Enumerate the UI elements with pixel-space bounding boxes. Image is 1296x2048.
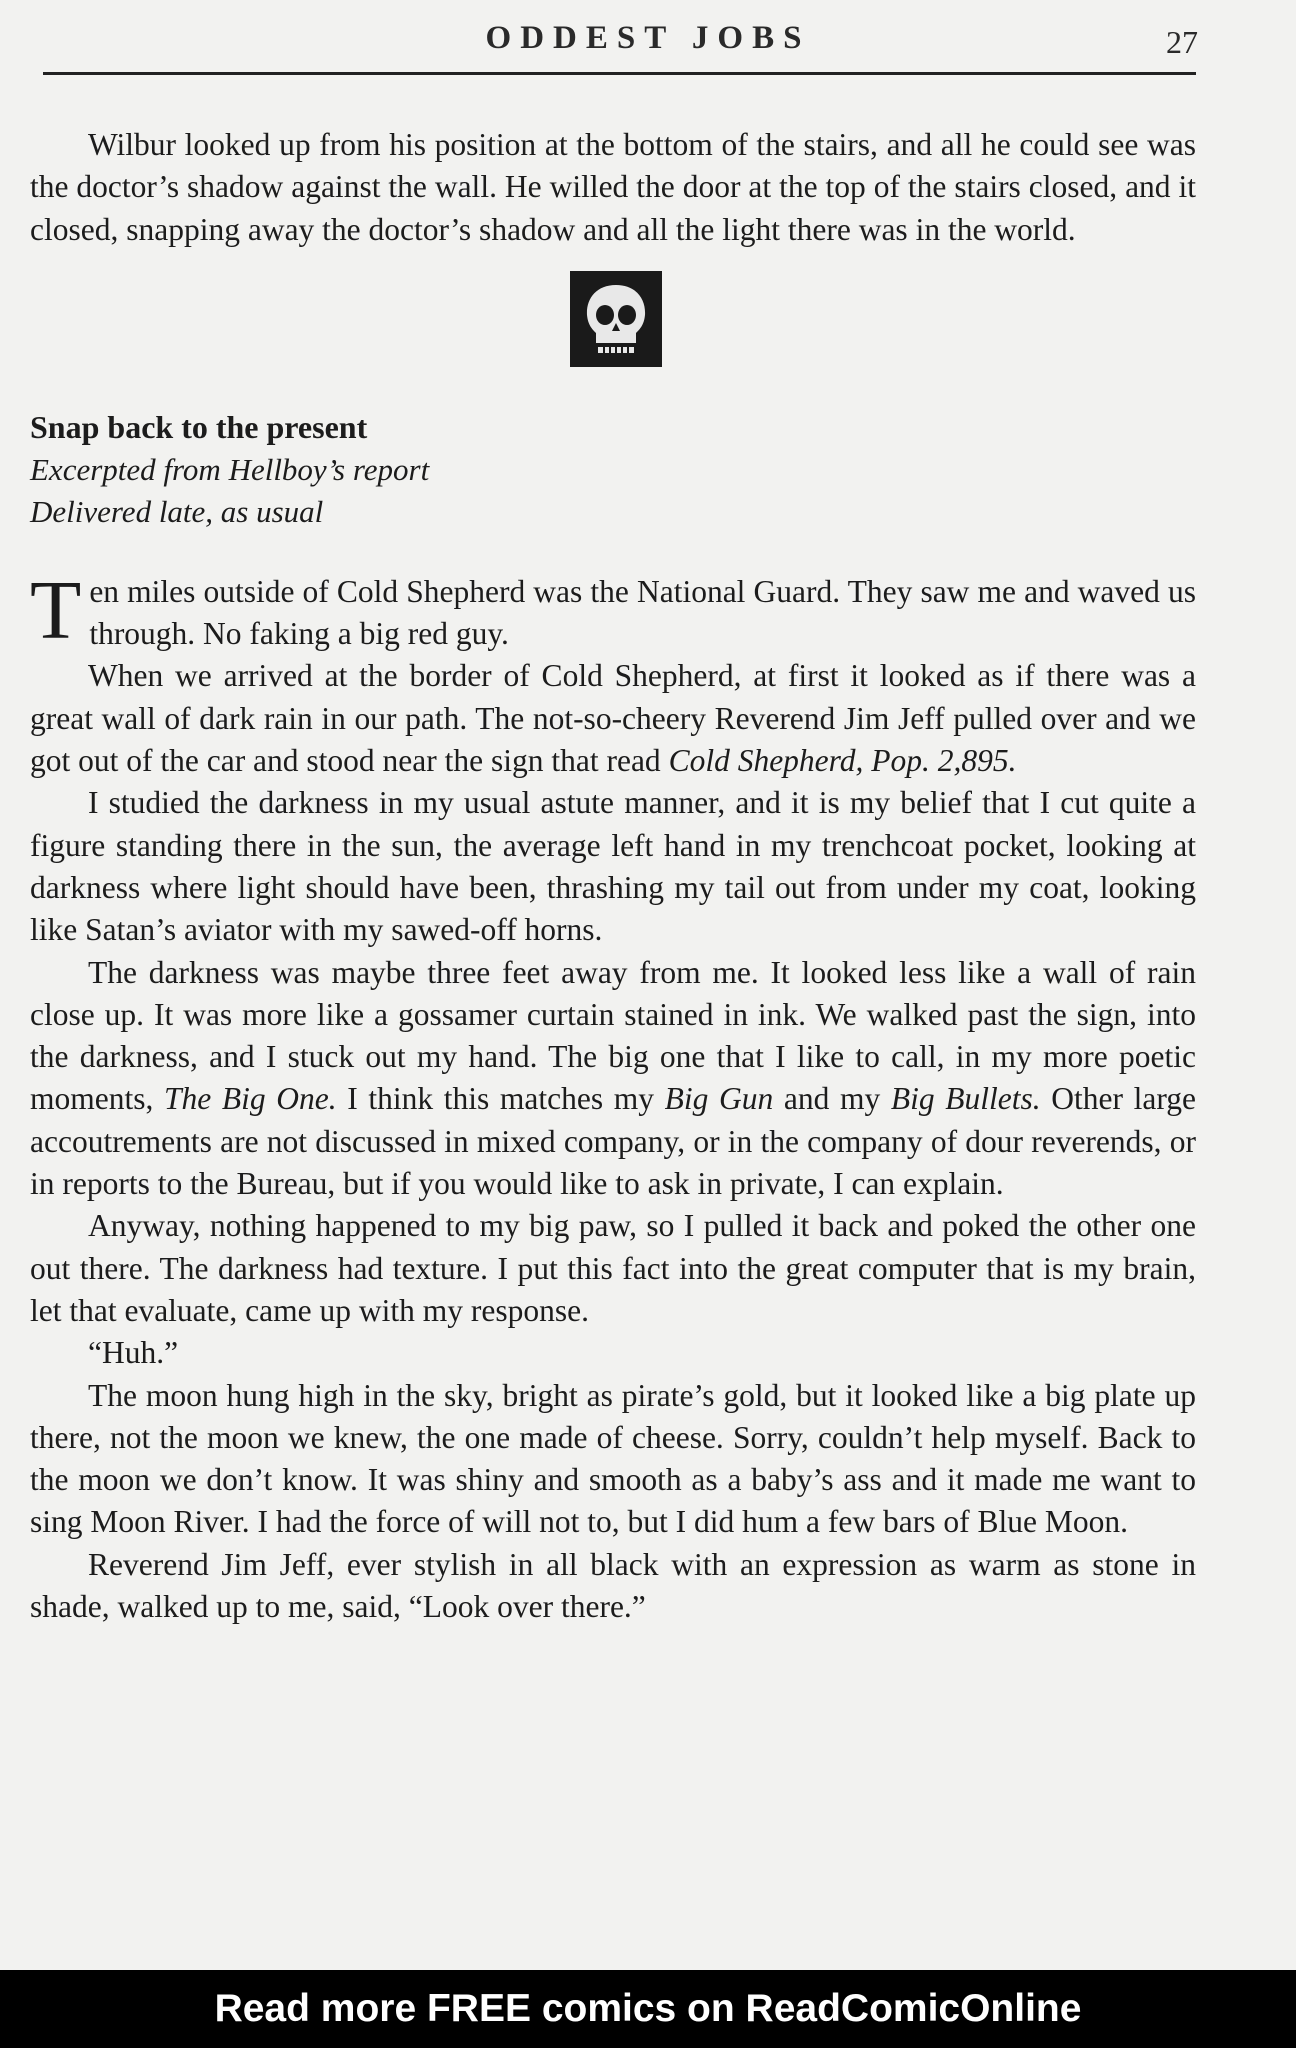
section-subtitle: Delivered late, as usual [30, 493, 324, 529]
paragraph [30, 952, 1196, 1206]
paragraph-text: I think this matches my [336, 1081, 665, 1117]
paragraph: Wilbur looked up from his position at the bottom of the stairs, and all he could see was the doctor’s shadow against the wall. He willed the door at the top of the stairs closed, and it closed, snapping away the doctor’s shadow and all the light there was in the world. [30, 127, 1196, 247]
paragraph: I studied the darkness in my usual astute manner, and it is my belief that I cut quite a figure standing there in the sun, the average left hand in my trenchcoat pocket, looking at darkness where light should have been, thrashing my tail out from under my coat, looking like Satan’s aviator with my sawed-off horns. [30, 785, 1196, 948]
paragraph: “Huh.” [88, 1335, 179, 1371]
page-number: 27 [1166, 24, 1198, 60]
promo-banner-text[interactable]: Read more FREE comics on ReadComicOnline [214, 1987, 1082, 2030]
italic-text: Big Gun [664, 1081, 774, 1117]
paragraph-text: Other large accoutrements are not discussed in mixed company, or in the company of dour reverends, or in reports to the Bureau, but if you would like to ask in private, I can explain. [30, 1081, 1197, 1202]
book-title: ODDEST JOBS [485, 20, 811, 56]
paragraph-text: and my [773, 1081, 891, 1117]
paragraph-text: en miles outside of Cold Shepherd was the National Guard. They saw me and waved us through. No faking a big red guy. [89, 573, 1196, 652]
paragraph [30, 655, 1196, 782]
sign-text: Cold Shepherd, Pop. 2,895. [668, 743, 1017, 779]
section-break [30, 251, 1196, 401]
body-text [30, 124, 1196, 1628]
paragraph: Anyway, nothing happened to my big paw, so I pulled it back and poked the other one out there. The darkness had texture. I put this fact into the great computer that is my brain, let that evaluate, came up with my response. [30, 1208, 1196, 1328]
paragraph: Reverend Jim Jeff, ever stylish in all black with an expression as warm as stone in shade, walked up to me, said, “Look over there.” [30, 1546, 1196, 1625]
header-rule [43, 72, 1196, 75]
paragraph: The moon hung high in the sky, bright as pirate’s gold, but it looked like a big plate up there, not the moon we knew, the one made of cheese. Sorry, couldn’t help myself. Back to the moon we don’t know. It was shiny and smooth as a baby’s ass and it made me want to sing Moon River. I had the force of will not to, but I did hum a few bars of Blue Moon. [30, 1377, 1196, 1540]
section-heading: Snap back to the present [30, 408, 368, 445]
paragraph-text: When we arrived at the border of Cold Shepherd, at first it looked as if there was a great wall of dark rain in our path. The not-so-cheery Reverend Jim Jeff pulled over and we got out of the car and stood near the sign that read [30, 658, 1196, 779]
drop-cap: T [30, 563, 82, 657]
section-subtitle: Excerpted from Hellboy’s report [30, 451, 430, 487]
skull-icon [570, 271, 662, 367]
running-head [0, 16, 1296, 66]
italic-text: The Big One. [164, 1081, 337, 1117]
section-header [30, 405, 1196, 533]
italic-text: Big Bullets. [890, 1081, 1041, 1117]
paragraph-text: The darkness was maybe three feet away from me. It looked less like a wall of rain close up. It was more like a gossamer curtain stained in ink. We walked past the sign, into the darkness, and I stuck out my hand. The big one that I like to call, in my more poetic moments, [30, 954, 1196, 1117]
promo-banner[interactable] [0, 1970, 1296, 2048]
paragraph [30, 563, 1196, 657]
